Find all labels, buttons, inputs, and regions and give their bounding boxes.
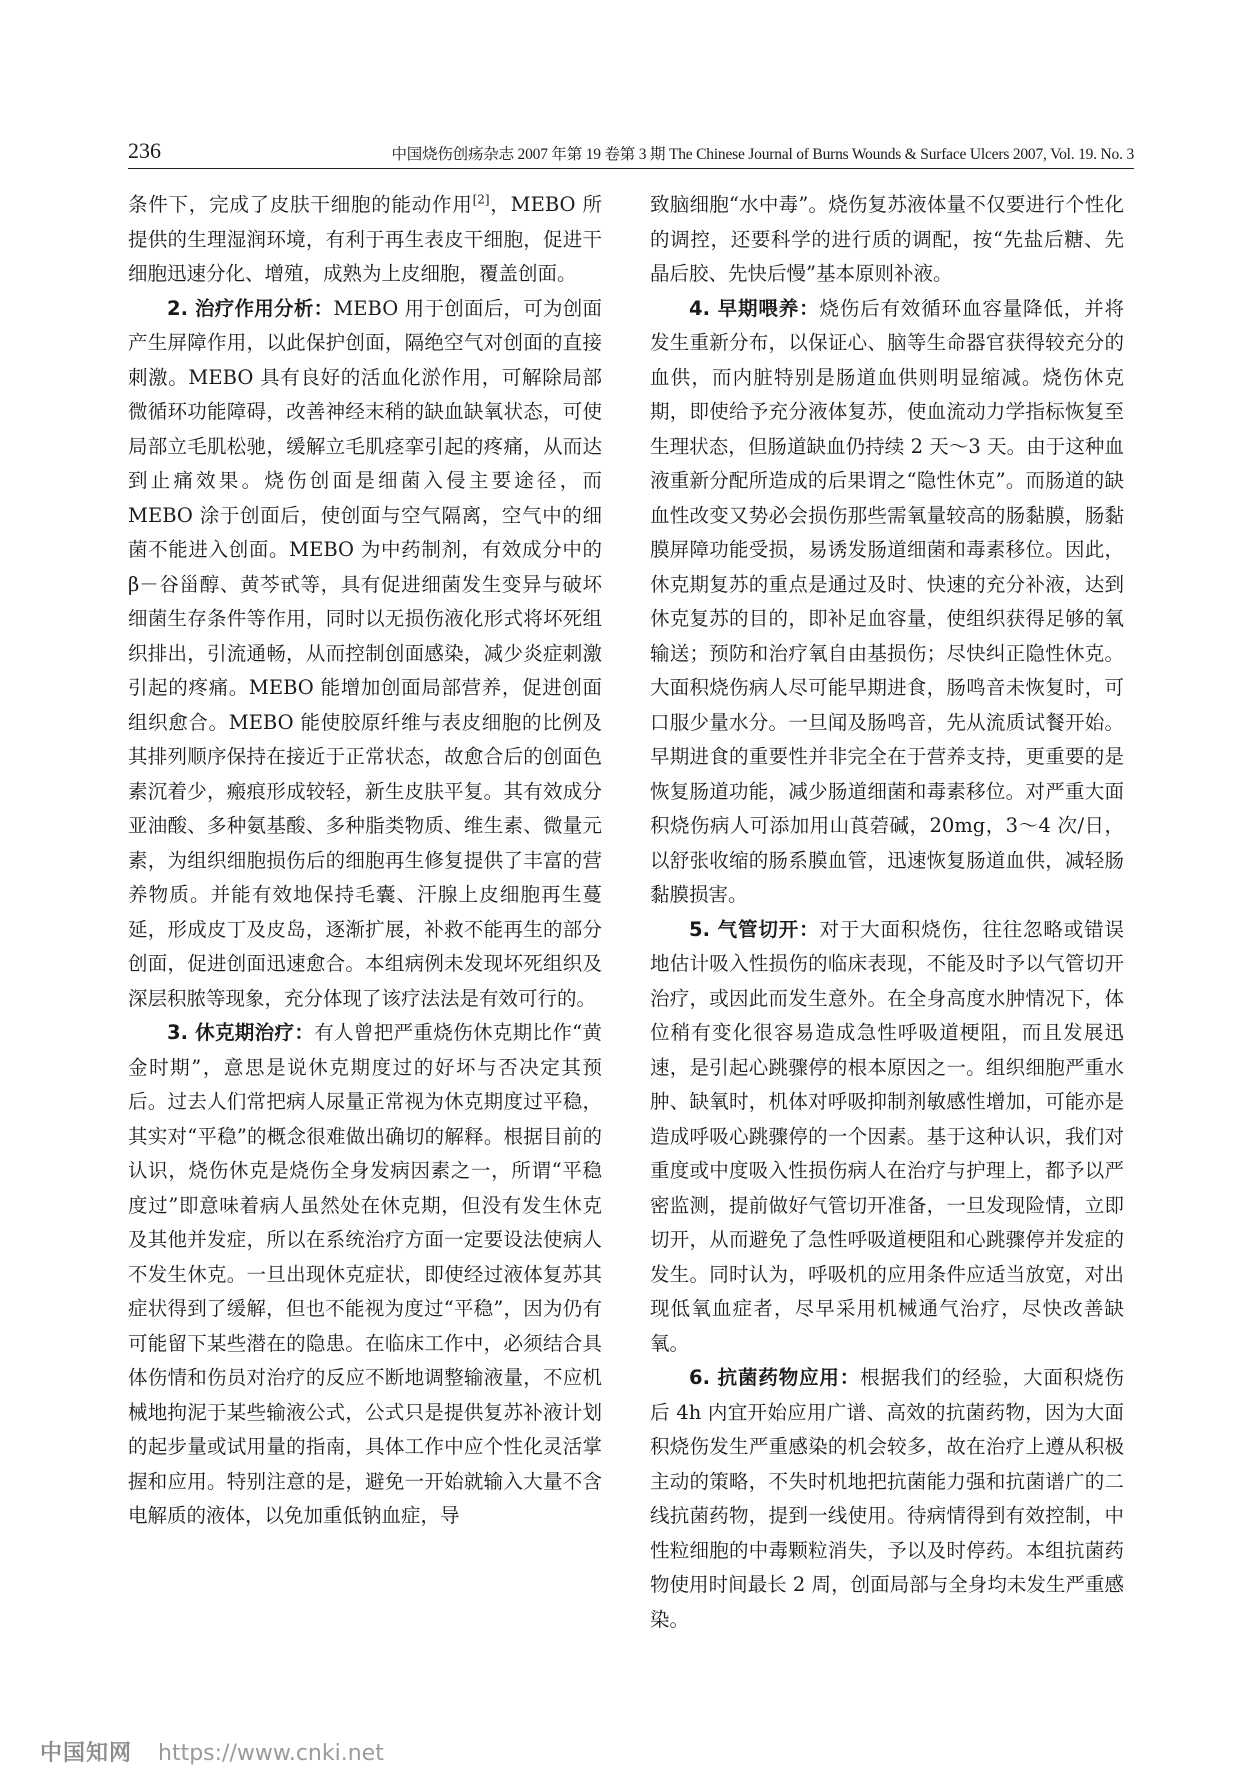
section-text: 根据我们的经验，大面积烧伤后 4h 内宜开始应用广谱、高效的抗菌药物，因为大面积烧伤发生严重感染的机会较多，故在治疗上遵从积极主动的策略，不失时机地把抗菌能力强和抗菌谱广的二线抗菌药物，提到一线使用。待病情得到有效控制，中性粒细胞的中毒颗粒消失，予以及时停药。本组抗菌药物使用时间最长 2 周，创面局部与全身均未发生严重感染。 (650, 1366, 1124, 1631)
cnki-url[interactable]: https://www.cnki.net (158, 1741, 384, 1766)
section-6 (650, 1361, 1124, 1637)
section-heading: 6. 抗菌药物应用： (689, 1366, 861, 1389)
section-text: MEBO 用于创面后，可为创面产生屏障作用，以此保护创面，隔绝空气对创面的直接刺激。MEBO 具有良好的活血化淤作用，可解除局部微循环功能障碍，改善神经末稍的缺血缺氧状态，可使局部立毛肌松驰，缓解立毛肌痉挛引起的疼痛，从而达到止痛效果。烧伤创面是细菌入侵主要途径，而 MEBO 涂于创面后，使创面与空气隔离，空气中的细菌不能进入创面。MEBO 为中药制剂，有效成分中的 β－谷甾醇、黄芩甙等，具有促进细菌发生变异与破坏细菌生存条件等作用，同时以无损伤液化形式将坏死组织排出，引流通畅，从而控制创面感染，减少炎症刺激引起的疼痛。MEBO 能增加创面局部营养，促进创面组织愈合。MEBO 能使胶原纤维与表皮细胞的比例及其排列顺序保持在接近于正常状态，故愈合后的创面色素沉着少，瘢痕形成较轻，新生皮肤平复。其有效成分亚油酸、多种氨基酸、多种脂类物质、维生素、微量元素，为组织细胞损伤后的细胞再生修复提供了丰富的营养物质。并能有效地保持毛囊、汗腺上皮细胞再生蔓延，形成皮丁及皮岛，逐渐扩展，补救不能再生的部分创面，促进创面迅速愈合。本组病例未发现坏死组织及深层积脓等现象，充分体现了该疗法法是有效可行的。 (128, 296, 603, 1010)
section-heading: 5. 气管切开： (689, 917, 820, 941)
running-head: 中国烧伤创疡杂志 2007 年第 19 卷第 3 期 The Chinese Journal of Burns Wounds & Surface Ulcers 2007, Vol. 19. No. 3 (391, 146, 1134, 163)
paragraph-text: 条件下，完成了皮肤干细胞的能动作用 (128, 193, 473, 216)
paragraph-text: ，MEBO 所提供的生理湿润环境，有利于再生表皮干细胞，促进干细胞迅速分化、增殖，成熟为上皮细胞，覆盖创面。 (128, 193, 602, 285)
section-text: 烧伤后有效循环血容量降低，并将发生重新分布，以保证心、脑等生命器官获得较充分的血供，而内脏特别是肠道血供则明显缩减。烧伤休克期，即使给予充分液体复苏，使血流动力学指标恢复至生理状态，但肠道缺血仍持续 2 天～3 天。由于这种血液重新分配所造成的后果谓之“隐性休克”。而肠道的缺血性改变又势必会损伤那些需氧量较高的肠黏膜，肠黏膜屏障功能受损，易诱发肠道细菌和毒素移位。因此，休克期复苏的重点是通过及时、快速的充分补液，达到休克复苏的目的，即补足血容量，使组织获得足够的氧输送；预防和治疗氧自由基损伤；尽快纠正隐性休克。大面积烧伤病人尽可能早期进食，肠鸣音未恢复时，可口服少量水分。一旦闻及肠鸣音，先从流质试餐开始。早期进食的重要性并非完全在于营养支持，更重要的是恢复肠道功能，减少肠道细菌和毒素移位。对严重大面积烧伤病人可添加用山莨菪碱，20mg，3～4 次/日，以舒张收缩的肠系膜血管，迅速恢复肠道血供，减轻肠黏膜损害。 (650, 296, 1124, 906)
section-3 (128, 1016, 602, 1534)
section-text: 对于大面积烧伤，往往忽略或错误地估计吸入性损伤的临床表现，不能及时予以气管切开治疗，或因此而发生意外。在全身高度水肿情况下，体位稍有变化很容易造成急性呼吸道梗阻，而且发展迅速，是引起心跳骤停的根本原因之一。组织细胞严重水肿、缺氧时，机体对呼吸抑制剂敏感性增加，可能亦是造成呼吸心跳骤停的一个因素。基于这种认识，我们对重度或中度吸入性损伤病人在治疗与护理上，都予以严密监测，提前做好气管切开准备，一旦发现险情，立即切开，从而避免了急性呼吸道梗阻和心跳骤停并发症的发生。同时认为，呼吸机的应用条件应适当放宽，对出现低氧血症者，尽早采用机械通气治疗，尽快改善缺氧。 (650, 917, 1124, 1355)
section-5 (650, 913, 1124, 1362)
citation-ref: [2] (472, 192, 490, 207)
section-heading: 2. 治疗作用分析： (167, 296, 334, 320)
paragraph-continued (128, 188, 602, 292)
paragraph-continued: 致脑细胞“水中毒”。烧伤复苏液体量不仅要进行个性化的调控，还要科学的进行质的调配，按“先盐后糖、先晶后胶、先快后慢”基本原则补液。 (650, 193, 1124, 285)
section-2 (128, 292, 602, 1017)
section-heading: 3. 休克期治疗： (167, 1021, 315, 1044)
right-column (650, 188, 1124, 1637)
footer-watermark (40, 1736, 384, 1767)
page-number: 236 (128, 138, 161, 163)
section-text: 有人曾把严重烧伤休克期比作“黄金时期”，意思是说休克期度过的好坏与否决定其预后。过去人们常把病人尿量正常视为休克期度过平稳，其实对“平稳”的概念很难做出确切的解释。根据目前的认识，烧伤休克是烧伤全身发病因素之一，所谓“平稳度过”即意味着病人虽然处在休克期，但没有发生休克及其他并发症，所以在系统治疗方面一定要设法使病人不发生休克。一旦出现休克症状，即使经过液体复苏其症状得到了缓解，但也不能视为度过“平稳”，因为仍有可能留下某些潜在的隐患。在临床工作中，必须结合具体伤情和伤员对治疗的反应不断地调整输液量，不应机械地拘泥于某些输液公式，公式只是提供复苏补液计划的起步量或试用量的指南，具体工作中应个性化灵活掌握和应用。特别注意的是，避免一开始就输入大量不含电解质的液体，以免加重低钠血症，导 (128, 1021, 602, 1527)
left-column (128, 188, 602, 1534)
section-heading: 4. 早期喂养： (689, 296, 820, 320)
section-4 (650, 292, 1124, 913)
page-header (128, 138, 1134, 169)
cnki-logo: 中国知网 (40, 1741, 133, 1766)
